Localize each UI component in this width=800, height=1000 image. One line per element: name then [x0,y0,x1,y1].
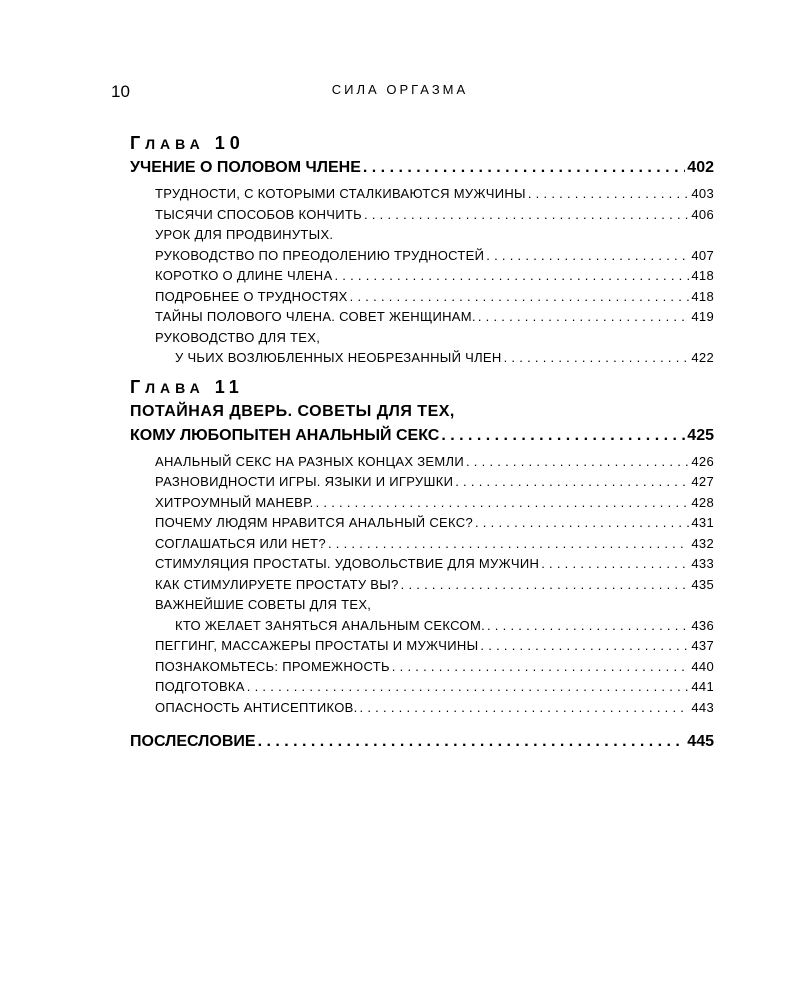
entry-title: РАЗНОВИДНОСТИ ИГРЫ. ЯЗЫКИ И ИГРУШКИ [155,474,454,489]
entry-title: ТЫСЯЧИ СПОСОБОВ КОНЧИТЬ [155,206,362,222]
entry-page: 426 [691,453,714,469]
table-of-contents [130,131,714,754]
entry-title: АНАЛЬНЫЙ СЕКС НА РАЗНЫХ КОНЦАХ ЗЕМЛИ [155,453,464,469]
entry-page: 428 [691,494,714,510]
toc-entry [155,534,714,555]
entry-page: 432 [691,535,714,551]
leader-dots [528,184,690,205]
toc-entry [155,493,714,514]
entry-page: 440 [691,658,714,674]
toc-entry [155,554,714,575]
toc-entry [155,636,714,657]
afterword-row [130,730,714,754]
entry-title: ТАЙНЫ ПОЛОВОГО ЧЛЕНА. СОВЕТ ЖЕНЩИНАМ. [155,309,476,324]
leader-dots [363,156,685,180]
toc-entry [155,184,714,205]
leader-dots [441,424,685,448]
chapter-title: КОМУ ЛЮБОПЫТЕН АНАЛЬНЫЙ СЕКС [130,426,440,444]
chapter-page: 425 [687,426,714,444]
toc-entry [155,246,714,267]
toc-entry [155,472,714,493]
leader-dots [541,554,689,575]
entry-text-line: УРОК ДЛЯ ПРОДВИНУТЫХ. [155,227,334,242]
chapter-page: 402 [687,159,714,176]
leader-dots [334,266,689,287]
chapter-section [130,131,714,369]
chapter-title-row [130,424,714,448]
leader-dots [475,513,689,534]
entry-page: 443 [691,699,714,715]
chapter-label [130,375,714,400]
chapter-title-line: ПОТАЙНАЯ ДВЕРЬ. СОВЕТЫ ДЛЯ ТЕХ, [130,402,455,420]
leader-dots [258,730,686,754]
chapter-label-word: ЛАВА [145,136,205,152]
entry-page: 433 [691,556,714,571]
entry-page: 427 [691,474,714,489]
toc-entry [155,452,714,473]
toc-entry [155,307,714,328]
entry-page: 422 [691,350,714,365]
leader-dots [392,657,690,678]
leader-dots [455,472,689,493]
entry-title: СОГЛАШАТЬСЯ ИЛИ НЕТ? [155,535,326,551]
entry-page: 435 [691,576,714,592]
entry-page: 436 [691,617,714,633]
entry-text-line: РУКОВОДСТВО ДЛЯ ТЕХ, [155,329,321,345]
entry-title: ПОЧЕМУ ЛЮДЯМ НРАВИТСЯ АНАЛЬНЫЙ СЕКС? [155,515,473,530]
toc-entry [155,513,714,534]
toc-entry [155,205,714,226]
toc-entry [155,575,714,596]
leader-dots [478,307,690,328]
toc-entry [155,657,714,678]
leader-dots [466,452,689,473]
entry-page: 419 [691,309,714,324]
entry-title: КАК СТИМУЛИРУЕТЕ ПРОСТАТУ ВЫ? [155,576,399,592]
entry-page: 418 [691,288,714,304]
afterword-page: 445 [687,733,714,750]
entry-title: РУКОВОДСТВО ПО ПРЕОДОЛЕНИЮ ТРУДНОСТЕЙ [155,247,485,263]
entry-list [155,452,714,719]
running-title: СИЛА ОРГАЗМА [331,82,469,97]
chapter-label-word: ЛАВА [145,379,205,396]
toc-entry [155,698,714,719]
leader-dots [401,575,690,596]
toc-entry [155,348,714,369]
chapter-label [130,131,714,156]
chapter-label-initial: Г [130,133,146,153]
leader-dots [487,616,689,637]
chapter-section [130,375,714,719]
chapter-title: УЧЕНИЕ О ПОЛОВОМ ЧЛЕНЕ [130,159,361,176]
entry-title: ПЕГГИНГ, МАССАЖЕРЫ ПРОСТАТЫ И МУЖЧИНЫ [155,638,479,653]
leader-dots [364,205,689,226]
entry-title: ТРУДНОСТИ, С КОТОРЫМИ СТАЛКИВАЮТСЯ МУЖЧИНЫ [155,186,526,201]
leader-dots [247,677,690,698]
toc-entry [155,677,714,698]
chapter-number: 10 [214,133,245,153]
entry-title: КТО ЖЕЛАЕТ ЗАНЯТЬСЯ АНАЛЬНЫМ СЕКСОМ. [175,617,485,633]
leader-dots [360,698,690,719]
toc-entry [155,266,714,287]
chapter-title-row [130,156,714,180]
entry-title: ПОДГОТОВКА [155,679,245,694]
entry-title: У ЧЬИХ ВОЗЛЮБЛЕННЫХ НЕОБРЕЗАННЫЙ ЧЛЕН [175,350,502,365]
entry-title: ПОДРОБНЕЕ О ТРУДНОСТЯХ [155,288,348,304]
leader-dots [316,493,690,514]
entry-title: ПОЗНАКОМЬТЕСЬ: ПРОМЕЖНОСТЬ [155,658,390,674]
entry-list [155,184,714,369]
entry-page: 418 [691,268,714,283]
leader-dots [504,348,690,369]
entry-page: 407 [691,247,714,263]
entry-title: КОРОТКО О ДЛИНЕ ЧЛЕНА [155,268,333,283]
entry-page: 437 [691,638,714,653]
entry-title: ОПАСНОСТЬ АНТИСЕПТИКОВ. [155,699,358,715]
entry-page: 403 [691,186,714,201]
entry-text-line: ВАЖНЕЙШИЕ СОВЕТЫ ДЛЯ ТЕХ, [155,597,372,612]
entry-page: 441 [691,679,714,694]
chapter-number: 11 [214,376,244,397]
leader-dots [350,287,690,308]
chapter-label-initial: Г [130,376,146,397]
entry-title: ХИТРОУМНЫЙ МАНЕВР. [155,494,314,510]
leader-dots [486,246,689,267]
page-number: 10 [111,82,130,101]
toc-entry [155,616,714,637]
leader-dots [328,534,689,555]
entry-page: 406 [691,206,714,222]
afterword-title: ПОСЛЕСЛОВИЕ [130,733,256,750]
toc-entry [155,287,714,308]
entry-page: 431 [691,515,714,530]
entry-title: СТИМУЛЯЦИЯ ПРОСТАТЫ. УДОВОЛЬСТВИЕ ДЛЯ МУЖЧИН [155,556,540,571]
leader-dots [480,636,689,657]
